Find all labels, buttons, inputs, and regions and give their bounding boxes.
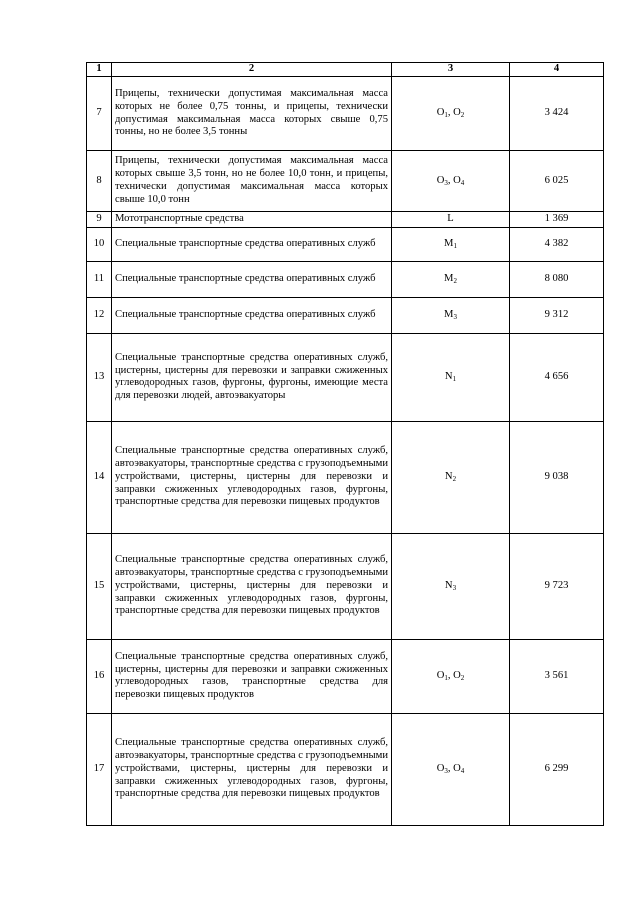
row-number: 10	[87, 227, 112, 261]
tariff-value: 6 299	[510, 713, 604, 825]
vehicle-description: Специальные транспортные средства оперативных служб, автоэвакуаторы, транспортные средства с грузоподъемными устройствами, цистерны, цистерны для перевозки и заправки сжиженных углеводородных газов, фургоны, транспортные средства для перевозки пищевых продуктов	[112, 713, 392, 825]
tariff-value: 9 723	[510, 533, 604, 639]
tariff-value: 9 312	[510, 297, 604, 333]
category-letter: O	[436, 174, 445, 186]
category-letter: L	[447, 213, 454, 224]
vehicle-description: Специальные транспортные средства оперативных служб, автоэвакуаторы, транспортные средства с грузоподъемными устройствами, цистерны, цистерны для перевозки и заправки сжиженных углеводородных газов, фургоны, транспортные средства для перевозки пищевых продуктов	[112, 421, 392, 533]
category-letter: O	[436, 107, 445, 119]
category-index: 4	[460, 766, 465, 775]
row-number: 9	[87, 212, 112, 228]
table-row	[87, 77, 604, 151]
category-letter: , O	[447, 669, 461, 681]
vehicle-category	[392, 333, 510, 421]
category-letter: M	[444, 237, 454, 249]
category-index: 3	[444, 178, 448, 187]
table-row	[87, 713, 604, 825]
category-index: 2	[460, 673, 465, 682]
category-index: 2	[452, 474, 457, 483]
vehicle-category	[392, 533, 510, 639]
vehicle-description: Специальные транспортные средства оперативных служб, цистерны, цистерны для перевозки и заправки сжиженных углеводородных газов, транспортные средства для перевозки пищевых продуктов	[112, 639, 392, 713]
vehicle-category	[392, 421, 510, 533]
category-letter: , O	[447, 174, 461, 186]
table-row	[87, 227, 604, 261]
category-index: 1	[444, 673, 448, 682]
tariff-value: 9 038	[510, 421, 604, 533]
category-letter: N	[444, 370, 453, 382]
vehicle-category	[392, 261, 510, 297]
table-body	[87, 77, 604, 826]
row-number: 12	[87, 297, 112, 333]
table-row	[87, 533, 604, 639]
category-index: 1	[452, 374, 457, 383]
category-index: 3	[444, 766, 448, 775]
vehicle-category	[392, 77, 510, 151]
table-row	[87, 261, 604, 297]
header-col-3: 3	[392, 63, 510, 77]
vehicle-description: Специальные транспортные средства оперативных служб	[112, 227, 392, 261]
row-number: 11	[87, 261, 112, 297]
row-number: 7	[87, 77, 112, 151]
vehicle-description: Мототранспортные средства	[112, 212, 392, 228]
category-index: 3	[453, 312, 457, 321]
category-letter: M	[444, 272, 454, 284]
category-index: 3	[452, 583, 457, 592]
vehicle-description: Специальные транспортные средства оперативных служб, цистерны, цистерны для перевозки и заправки сжиженных углеводородных газов, фургоны, фургоны, имеющие места для перевозки людей, автоэвакуаторы	[112, 333, 392, 421]
vehicle-category	[392, 713, 510, 825]
table-row	[87, 421, 604, 533]
row-number: 16	[87, 639, 112, 713]
row-number: 13	[87, 333, 112, 421]
table-row	[87, 151, 604, 212]
category-index: 2	[460, 111, 465, 120]
header-col-2: 2	[112, 63, 392, 77]
tariff-table	[86, 62, 604, 826]
table-row	[87, 639, 604, 713]
vehicle-category	[392, 639, 510, 713]
row-number: 8	[87, 151, 112, 212]
vehicle-category	[392, 151, 510, 212]
table-row	[87, 212, 604, 228]
vehicle-category	[392, 227, 510, 261]
header-col-1: 1	[87, 63, 112, 77]
tariff-value: 4 382	[510, 227, 604, 261]
category-letter: M	[444, 308, 454, 320]
vehicle-description: Специальные транспортные средства оперативных служб, автоэвакуаторы, транспортные средства с грузоподъемными устройствами, цистерны, цистерны для перевозки и заправки сжиженных углеводородных газов, фургоны, транспортные средства для перевозки пищевых продуктов	[112, 533, 392, 639]
category-letter: O	[436, 762, 445, 774]
tariff-value: 6 025	[510, 151, 604, 212]
category-letter: O	[436, 669, 445, 681]
table-row	[87, 297, 604, 333]
tariff-value: 1 369	[510, 212, 604, 228]
category-letter: , O	[447, 762, 461, 774]
tariff-value: 3 561	[510, 639, 604, 713]
tariff-value: 3 424	[510, 77, 604, 151]
category-index: 4	[460, 178, 465, 187]
vehicle-description: Специальные транспортные средства оперативных служб	[112, 261, 392, 297]
vehicle-description: Прицепы, технически допустимая максимальная масса которых не более 0,75 тонны, и прицепы, технически допустимая максимальная масса которых свыше 0,75 тонны, но не более 3,5 тонны	[112, 77, 392, 151]
header-row	[87, 63, 604, 77]
header-col-4: 4	[510, 63, 604, 77]
category-letter: N	[444, 579, 453, 591]
category-letter: N	[444, 470, 453, 482]
vehicle-description: Специальные транспортные средства оперативных служб	[112, 297, 392, 333]
category-index: 2	[453, 276, 457, 285]
tariff-value: 4 656	[510, 333, 604, 421]
vehicle-description: Прицепы, технически допустимая максимальная масса которых свыше 3,5 тонн, но не более 10,0 тонн, и прицепы, технически допустимая максимальная масса которых свыше 10,0 тонн	[112, 151, 392, 212]
row-number: 15	[87, 533, 112, 639]
tariff-value: 8 080	[510, 261, 604, 297]
table-row	[87, 333, 604, 421]
row-number: 17	[87, 713, 112, 825]
category-letter: , O	[447, 107, 461, 119]
category-index: 1	[444, 111, 448, 120]
row-number: 14	[87, 421, 112, 533]
vehicle-category	[392, 297, 510, 333]
vehicle-category	[392, 212, 510, 228]
category-index: 1	[453, 241, 457, 250]
